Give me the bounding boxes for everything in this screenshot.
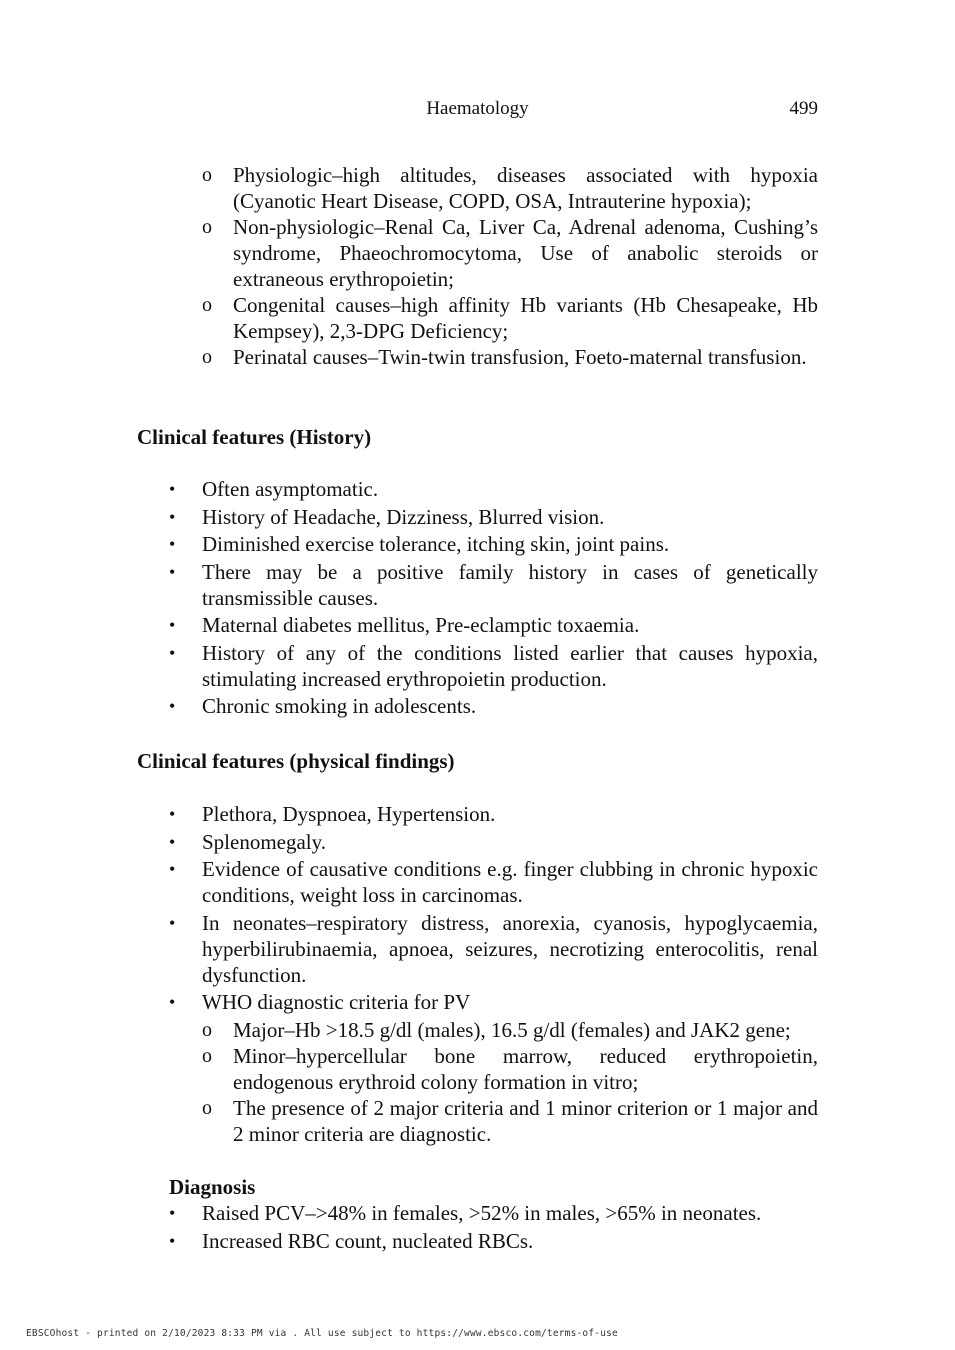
diagnosis-list xyxy=(0,1200,955,1254)
list-item: • Diminished exercise tolerance, itching skin, joint pains. xyxy=(169,532,670,556)
list-item: o Major–Hb >18.5 g/dl (males), 16.5 g/dl (females) and JAK2 gene; xyxy=(202,1017,791,1042)
bullet-icon: • xyxy=(169,561,176,582)
diagnosis-heading: Diagnosis xyxy=(169,1175,256,1199)
circle-bullet-icon: o xyxy=(202,1044,212,1067)
bullet-icon: • xyxy=(169,642,176,663)
physical-list-block xyxy=(0,801,955,1147)
list-item: • Often asymptomatic. xyxy=(169,477,379,501)
circle-bullet-icon: o xyxy=(202,294,212,316)
list-item: • Evidence of causative conditions e.g. finger clubbing in chronic hypoxic conditions, weight loss in carcinomas. xyxy=(169,857,818,907)
bullet-icon: • xyxy=(169,696,176,716)
history-list xyxy=(0,476,955,719)
circle-bullet-icon: o xyxy=(202,1096,212,1119)
physical-findings-heading: Clinical features (physical findings) xyxy=(137,749,455,773)
list-item: o Perinatal causes–Twin-twin transfusion, Foeto-maternal transfusion. xyxy=(202,345,807,369)
history-heading: Clinical features (History) xyxy=(137,425,372,449)
list-item: o Minor–hypercellular bone marrow, reduced erythropoietin, endogenous erythroid colony formation in vitro; xyxy=(202,1043,818,1094)
causes-list xyxy=(0,162,955,370)
bullet-icon: • xyxy=(169,1230,176,1251)
list-item: o Non-physiologic–Renal Ca, Liver Ca, Adrenal adenoma, Cushing’s syndrome, Phaeochromocytoma, Use of anabolic steroids or extraneous erythropoietin; xyxy=(202,215,818,291)
list-item: • Maternal diabetes mellitus, Pre-eclamptic toxaemia. xyxy=(169,613,640,637)
list-item: o Physiologic–high altitudes, diseases associated with hypoxia (Cyanotic Heart Disease, COPD, OSA, Intrauterine hypoxia); xyxy=(202,163,818,213)
diagnosis-list-block xyxy=(0,1200,955,1255)
list-item: o Congenital causes–high affinity Hb variants (Hb Chesapeake, Hb Kempsey), 2,3-DPG Deficiency; xyxy=(202,293,818,343)
circle-bullet-icon: o xyxy=(202,216,212,238)
page-number: 499 xyxy=(789,98,818,119)
running-header-title: Haematology xyxy=(426,98,529,119)
bullet-icon: • xyxy=(169,479,176,499)
bullet-icon: • xyxy=(169,992,176,1012)
list-item: • In neonates–respiratory distress, anorexia, cyanosis, hypoglycaemia, hyperbilirubinaemia, apnoea, seizures, necrotizing enterocolitis, renal dysfunction. xyxy=(169,910,818,987)
bullet-icon: • xyxy=(169,804,176,824)
bullet-icon: • xyxy=(169,1203,176,1223)
bullet-icon: • xyxy=(169,615,176,635)
history-list-block xyxy=(0,476,955,721)
causes-list-block xyxy=(0,162,955,370)
bullet-icon: • xyxy=(169,831,176,852)
list-item: o The presence of 2 major criteria and 1 minor criterion or 1 major and 2 minor criteria are diagnostic. xyxy=(202,1095,818,1146)
circle-bullet-icon: o xyxy=(202,164,212,186)
bullet-icon: • xyxy=(169,859,176,879)
who-criteria-list xyxy=(0,1017,955,1147)
list-item: • Splenomegaly. xyxy=(169,829,327,854)
list-item: • Plethora, Dyspnoea, Hypertension. xyxy=(169,802,496,826)
list-item: • Chronic smoking in adolescents. xyxy=(169,694,477,718)
list-item: • Raised PCV–>48% in females, >52% in males, >65% in neonates. xyxy=(169,1201,762,1225)
physical-findings-list xyxy=(0,801,955,1015)
bullet-icon: • xyxy=(169,534,176,554)
list-item: • History of Headache, Dizziness, Blurred vision. xyxy=(169,504,605,529)
circle-bullet-icon: o xyxy=(202,346,212,368)
list-item: • Increased RBC count, nucleated RBCs. xyxy=(169,1228,534,1253)
bullet-icon: • xyxy=(169,506,176,527)
circle-bullet-icon: o xyxy=(202,1018,212,1041)
list-item: • There may be a positive family history in cases of genetically transmissible causes. xyxy=(169,559,818,610)
bullet-icon: • xyxy=(169,912,176,933)
print-footer: EBSCOhost - printed on 2/10/2023 8:33 PM via . All use subject to https://www.ebsco.com/terms-of-use xyxy=(26,1328,618,1339)
list-item: • History of any of the conditions listed earlier that causes hypoxia, stimulating increased erythropoietin production. xyxy=(169,640,818,691)
list-item: • WHO diagnostic criteria for PV xyxy=(169,990,471,1014)
